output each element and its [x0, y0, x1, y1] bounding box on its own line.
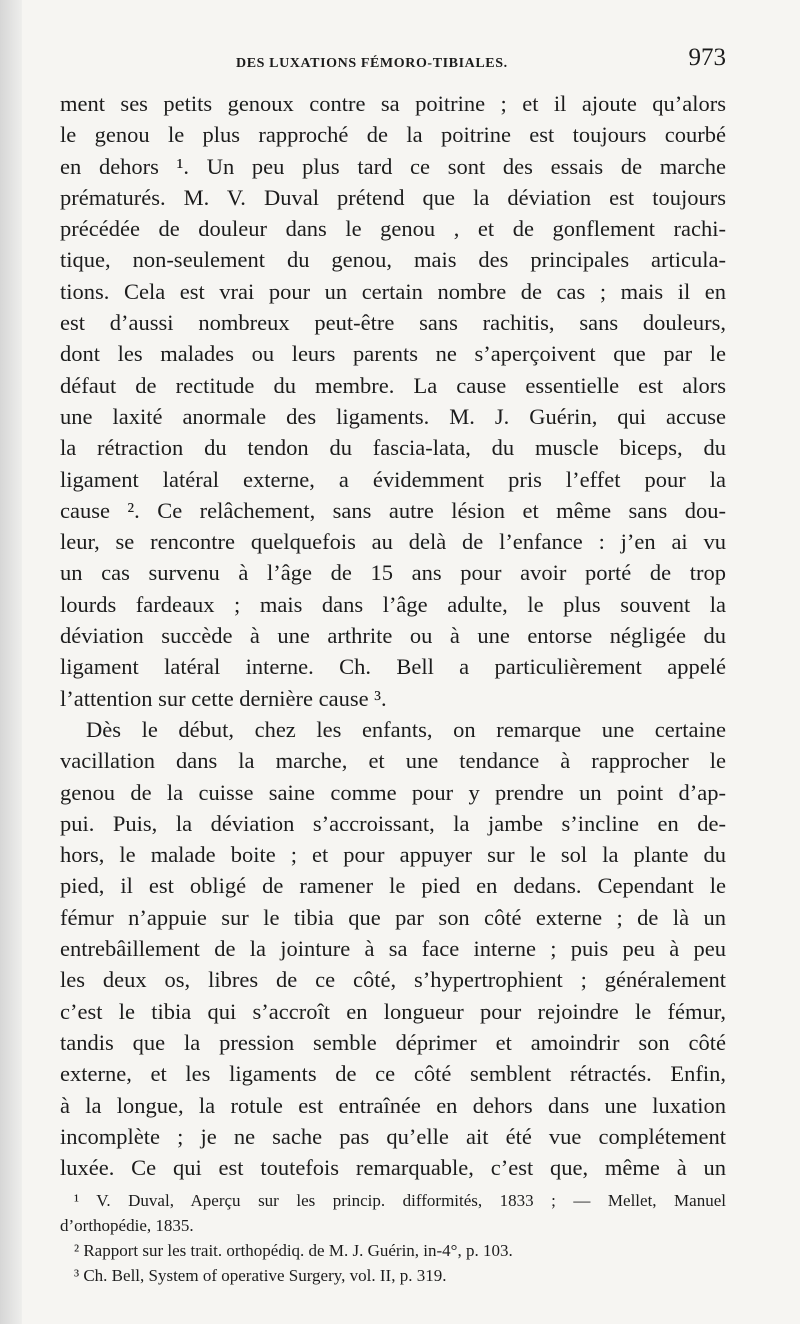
text-line: vacillation dans la marche, et une tendance à rapprocher le	[60, 748, 726, 774]
footnotes	[60, 1188, 726, 1288]
text-line: précédée de douleur dans le genou , et de gonflement rachi-	[60, 216, 726, 242]
page-number: 973	[688, 44, 726, 71]
text-line: tique, non-seulement du genou, mais des principales articula-	[60, 247, 726, 273]
text-line: prématurés. M. V. Duval prétend que la déviation est toujours	[60, 184, 726, 210]
footnote-2: ² Rapport sur les trait. orthopédiq. de M. J. Guérin, in-4°, p. 103.	[74, 1241, 513, 1260]
text-line: fémur n’appuie sur le tibia que par son côté externe ; de là un	[60, 904, 726, 930]
running-title: DES LUXATIONS FÉMORO-TIBIALES.	[236, 56, 508, 71]
text-line: les deux os, libres de ce côté, s’hypertrophient ; généralement	[60, 967, 726, 993]
text-line: ligament latéral interne. Ch. Bell a particulièrement appelé	[60, 654, 726, 680]
text-line: cause ². Ce relâchement, sans autre lésion et même sans dou-	[60, 497, 726, 523]
text-line: le genou le plus rapproché de la poitrine est toujours courbé	[60, 122, 726, 148]
footnote-3: ³ Ch. Bell, System of operative Surgery, vol. II, p. 319.	[74, 1266, 447, 1285]
text-line: une laxité anormale des ligaments. M. J. Guérin, qui accuse	[60, 403, 726, 429]
text-line: la rétraction du tendon du fascia-lata, du muscle biceps, du	[60, 435, 726, 461]
text-line: ligament latéral externe, a évidemment pris l’effet pour la	[60, 466, 726, 492]
text-line: est d’aussi nombreux peut-être sans rachitis, sans douleurs,	[60, 310, 726, 336]
text-line: dont les malades ou leurs parents ne s’aperçoivent que par le	[60, 341, 726, 367]
text-line: défaut de rectitude du membre. La cause essentielle est alors	[60, 372, 726, 398]
footnote-1-continuation: d’orthopédie, 1835.	[60, 1216, 194, 1235]
text-line: un cas survenu à l’âge de 15 ans pour avoir porté de trop	[60, 560, 726, 586]
text-line: ment ses petits genoux contre sa poitrine ; et il ajoute qu’alors	[60, 91, 726, 116]
page-gutter-shadow	[0, 0, 22, 1324]
text-line: pui. Puis, la déviation s’accroissant, la jambe s’incline en de-	[60, 810, 726, 836]
text-line: externe, et les ligaments de ce côté semblent rétractés. Enfin,	[60, 1061, 726, 1087]
text-line: entrebâillement de la jointure à sa face interne ; puis peu à peu	[60, 936, 726, 962]
text-line: en dehors ¹. Un peu plus tard ce sont des essais de marche	[60, 153, 726, 179]
text-line: à la longue, la rotule est entraînée en dehors dans une luxation	[60, 1092, 726, 1118]
page-header	[60, 44, 726, 78]
text-line: l’attention sur cette dernière cause ³.	[60, 685, 387, 711]
text-line: tandis que la pression semble déprimer et amoindrir son côté	[60, 1029, 726, 1055]
body-text	[60, 88, 726, 1183]
text-line: pied, il est obligé de ramener le pied en dedans. Cependant le	[60, 873, 726, 899]
text-line: tions. Cela est vrai pour un certain nombre de cas ; mais il en	[60, 278, 726, 304]
text-line: leur, se rencontre quelquefois au delà de l’enfance : j’en ai vu	[60, 529, 726, 555]
text-line: genou de la cuisse saine comme pour y prendre un point d’ap-	[60, 779, 726, 805]
footnote-1: ¹ V. Duval, Aperçu sur les princip. difformités, 1833 ; — Mellet, Manuel	[74, 1191, 726, 1210]
text-line: déviation succède à une arthrite ou à une entorse négligée du	[60, 623, 726, 649]
text-line: c’est le tibia qui s’accroît en longueur pour rejoindre le fémur,	[60, 998, 726, 1024]
text-line: incomplète ; je ne sache pas qu’elle ait été vue complétement	[60, 1123, 726, 1149]
text-line: hors, le malade boite ; et pour appuyer sur le sol la plante du	[60, 842, 726, 868]
text-line: luxée. Ce qui est toutefois remarquable, c’est que, même à un	[60, 1155, 726, 1181]
text-line: lourds fardeaux ; mais dans l’âge adulte, le plus souvent la	[60, 591, 726, 617]
paragraph-first-line: Dès le début, chez les enfants, on remarque une certaine	[86, 716, 726, 742]
